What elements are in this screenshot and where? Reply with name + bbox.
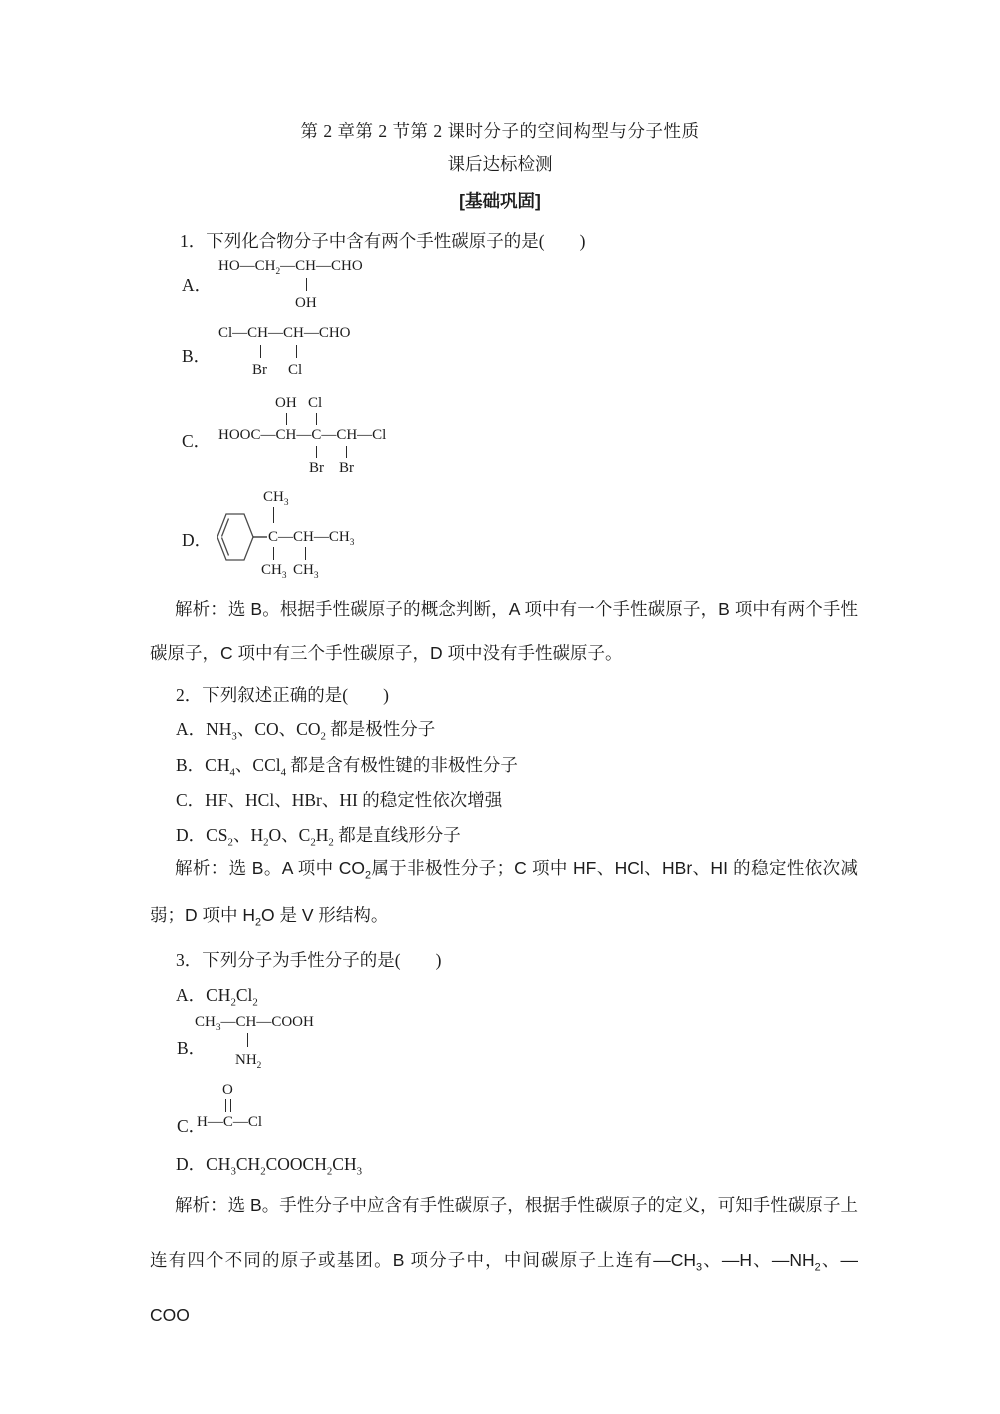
q2-option-b: B．$CH_4$、CCl$_4$ 都是含有极性键的非极性分子 — [176, 755, 518, 779]
q1-option-b-label: B． — [182, 346, 212, 366]
formula-substituent: $CH_3$ — [263, 489, 289, 508]
formula-main: $CH_3—CH—COOH$ — [195, 1014, 314, 1033]
formula-main: HOOC—CH—C—CH—Cl — [218, 427, 387, 443]
formula-main: Cl—CH—CH—CHO — [218, 325, 351, 341]
formula-substituent: OH — [275, 395, 297, 411]
formula-substituent: O — [222, 1082, 233, 1098]
formula-substituent: Cl — [288, 362, 303, 378]
formula-main: H—C—Cl — [197, 1114, 263, 1130]
page-title: 第 2 章第 2 节第 2 课时分子的空间构型与分子性质 — [300, 121, 700, 141]
benzene-ring-icon — [217, 509, 267, 565]
bond-vertical — [305, 547, 306, 560]
bond-double-vertical — [225, 1099, 226, 1112]
formula-substituent: $NH_2$ — [235, 1052, 262, 1071]
bond-vertical — [247, 1033, 248, 1047]
bond-vertical — [260, 345, 261, 358]
formula-substituent: Br — [309, 460, 324, 476]
formula-substituent: Br — [252, 362, 267, 378]
q1-option-a-label: A． — [182, 275, 213, 295]
bond-vertical — [316, 413, 317, 425]
q2-option-c: C．HF、HCl、HBr、HI 的稳定性依次增强 — [176, 790, 503, 810]
bond-vertical — [273, 547, 274, 560]
question-1-stem: 1．下列化合物分子中含有两个手性碳原子的是( ) — [180, 231, 586, 251]
q1-option-d-label: D． — [182, 530, 213, 550]
q1-option-c-label: C． — [182, 431, 212, 451]
bond-vertical — [316, 446, 317, 458]
formula-main: $C—CH—CH_3$ — [268, 529, 355, 548]
q2-option-d: D．$CS_2$、$H_2O$、$C_2H_2$ 都是直线形分子 — [176, 825, 461, 849]
question-2-stem: 2．下列叙述正确的是( ) — [176, 685, 389, 705]
formula-main: $HO—CH_2—CH—CHO$ — [218, 258, 363, 277]
bond-vertical — [273, 507, 274, 523]
q3-option-d: D．$CH_3CH_2COOCH_2CH_3$ — [176, 1154, 363, 1178]
bond-vertical — [306, 278, 307, 291]
explanation-1: 解析：选 B。根据手性碳原子的概念判断，A 项中有一个手性碳原子，B 项中有两个手性碳原子，C 项中有三个手性碳原子，D 项中没有手性碳原子。 — [150, 599, 858, 663]
page-subtitle: 课后达标检测 — [447, 154, 553, 174]
formula-substituent: $CH_3$ — [293, 562, 319, 581]
bond-vertical — [286, 413, 287, 425]
question-3-stem: 3．下列分子为手性分子的是( ) — [176, 950, 442, 970]
formula-substituent: $CH_3$ — [261, 562, 287, 581]
q3-option-b-label: B． — [177, 1038, 207, 1058]
q3-option-a: A．$CH_2Cl_2$ — [176, 985, 258, 1009]
explanation-2: 解析：选 B。A 项中 $CO_2$属于非极性分子；C 项中 HF、HCl、HBr、HI 的稳定性依次减弱；D 项中 $H_2O$ 是 V 形结构。 — [150, 858, 858, 929]
formula-substituent: Br — [339, 460, 354, 476]
section-label: [基础巩固] — [459, 191, 541, 211]
formula-substituent: Cl — [308, 395, 323, 411]
q2-option-a: A．$NH_3$、CO、$CO_2$ 都是极性分子 — [176, 719, 436, 743]
bond-double-vertical — [230, 1099, 231, 1112]
explanation-3: 解析：选 B。手性分子中应含有手性碳原子，根据手性碳原子的定义，可知手性碳原子上连有四个不同的原子或基团。B 项分子中，中间碳原子上连有$—CH_3$、—H、$—NH_2$、—COO — [150, 1195, 859, 1325]
bond-vertical — [296, 345, 297, 358]
bond-vertical — [346, 446, 347, 458]
q3-option-c-label: C． — [177, 1116, 207, 1136]
formula-substituent: OH — [295, 295, 317, 311]
